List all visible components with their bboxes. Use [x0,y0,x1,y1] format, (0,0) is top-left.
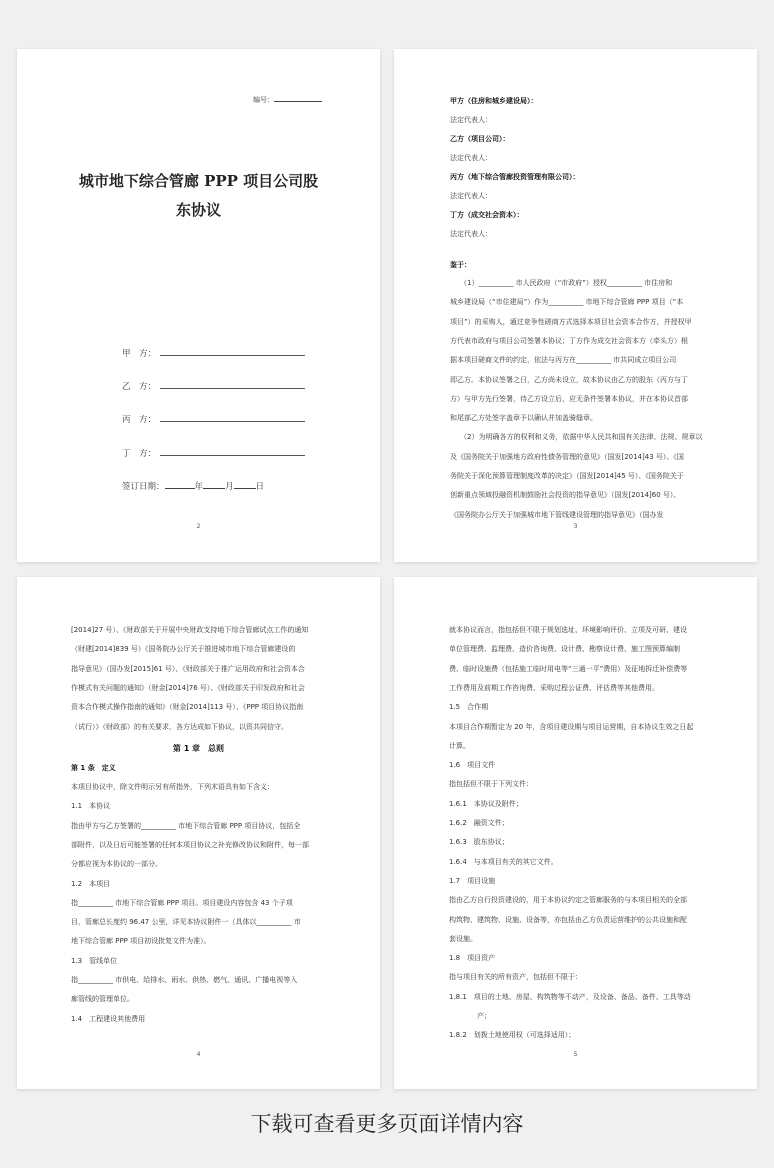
text-line: 指__________ 市供电、给排水、雨水、供热、燃气、通讯、广播电视等入 [71,976,298,984]
chapter-heading: 第 1 章 总则 [172,744,225,753]
document-page-5 [394,577,757,1089]
article-heading: 第 1 条 定义 [71,764,116,772]
text-line: 1.8.2 划拨土地使用权（可选择适用）； [449,1031,576,1040]
page-number: 3 [573,523,578,530]
day-label: 日 [255,482,265,492]
text-line: 廊管线的管理单位。 [71,995,134,1004]
signature-party-d [122,447,305,459]
party-d-label: 丁 方： [122,449,157,459]
whereas-heading: 鉴于： [450,261,471,269]
text-line: 1.1 本协议 [71,802,111,811]
party-c-label: 丙 方： [122,415,157,425]
text-line: 1.4 工程建设其他费用 [71,1014,146,1023]
text-line: 及《国务院关于加强地方政府性债务管理的意见》（国发[2014]43 号）、《国 [450,452,684,461]
text-line: [2014]27 号）、《财政部关于开展中央财政支持地下综合管廊试点工作的通知 [71,626,309,634]
text-line: 1.8.1 项目的土地、房屋、构筑物等不动产，及设备、备品、备件、工具等动 [449,992,691,1001]
text-line: 方代表市政府与项目公司签署本协议；丁方作为成交社会资本方（牵头方）根 [450,336,688,345]
text-line: 指由乙方自行投资建设的，用于本协议约定之管廊服务的与本项目相关的全部 [449,896,687,905]
party-a-label: 甲 方： [122,349,157,359]
text-line: 1.6 项目文件 [449,761,496,770]
text-line: 本项目合作期暂定为 20 年，含项目建设期与项目运营期，自本协议生效之日起 [449,722,694,731]
text-line: （试行）》（财政部）的有关要求，各方达成如下协议，以资共同信守。 [71,722,288,731]
text-line: 构筑物、建筑物、设施、设备等，亦包括由乙方负责运营维护的公共设施和配 [449,915,687,924]
text-line: 1.6.2 融资文件； [449,819,509,827]
text-line: 计算。 [449,741,470,750]
text-line: 目，管廊总长度约 96.47 公里，详见本协议附件一（具体以__________ 市 [71,918,301,927]
legal-rep-d: 法定代表人： [450,230,492,238]
party-d-heading: 丁方（成交社会资本）： [450,211,524,219]
month-label: 月 [225,482,234,492]
contract-number-field [253,94,322,105]
text-line: （财建[2014]839 号）《国务院办公厅关于推进城市地下综合管廊建设的 [71,645,296,654]
text-line: 1.2 本项目 [71,879,111,888]
text-line: 务院关于深化预算管理制度改革的决定》（国发[2014]45 号）、《国务院关于 [450,472,684,480]
signature-party-a [122,347,305,359]
text-line: 工作费用及前期工作咨询费、采购过程公证费、评估费等其他费用。 [449,683,659,692]
text-line: （1）__________ 市人民政府（“市政府”）授权__________ 市住房和 [460,279,673,287]
party-d-blank [160,447,305,456]
year-label: 年 [194,482,204,492]
document-page-3 [394,49,757,562]
text-line: 创新重点领域投融资机制鼓励社会投资的指导意见》（国发[2014]60 号）、 [450,491,681,500]
text-line: 1.6.3 股东协议； [449,838,509,847]
text-line: 即乙方。本协议签署之日，乙方尚未设立，故本协议由乙方的股东（丙方与丁 [450,375,688,384]
text-line: 和尾部乙方处签字盖章予以确认并加盖骑缝章。 [450,414,597,423]
text-line: 单位管理费、监理费、造价咨询费、设计费、勘察设计费、施工图预算编制 [449,645,680,654]
text-line: 套设施。 [449,934,477,943]
document-page-2 [17,49,380,562]
text-line: 分都应视为本协议的一部分。 [71,860,162,869]
sign-date-label: 签订日期： [122,482,165,492]
text-line: 方）与甲方先行签署，待乙方设立后，应无条件签署本协议，并在本协议首部 [450,394,688,403]
document-title-line2: 东协议 [175,201,221,219]
signature-party-c [122,413,305,425]
text-line: 资本合作模式操作指南的通知》（财金[2014]113 号）、《PPP 项目协议指南 [71,703,304,712]
page-number: 5 [573,1051,578,1058]
text-line: 费、临时设施费（包括施工临时用电等“三通一平”费用）及征地拆迁补偿费等 [449,664,688,673]
party-a-blank [160,347,305,356]
text-line: 部附件，以及日后可能签署的任何本项目协议之补充修改协议和附件，每一部 [71,840,309,849]
text-line: 1.5 合作期 [449,703,489,712]
party-a-heading: 甲方（住房和城乡建设局）： [450,97,538,105]
text-line: 项目”）的采购人，通过竞争性磋商方式选择本项目社会资本合作方，并授权甲 [450,317,692,326]
text-line: 指由甲方与乙方签署的__________ 市地下综合管廊 PPP 项目协议，包括全 [71,821,301,830]
party-b-label: 乙 方： [122,382,157,392]
document-title-line1: 城市地下综合管廊 PPP 项目公司股 [78,172,319,190]
text-line: 1.7 项目设施 [449,876,496,885]
text-line: 1.3 管线单位 [71,956,118,965]
text-line: 指包括但不限于下列文件： [449,780,533,789]
legal-rep-c: 法定代表人： [450,192,492,200]
text-line: 地下综合管廊 PPP 项目初设批复文件为准）。 [71,937,211,946]
text-line: 就本协议而言，指包括但不限于规划选址、环境影响评价、立项及可研、建设 [449,626,687,634]
text-line: 指导意见》（国办发[2015]61 号）、《财政部关于推广运用政府和社会资本合 [71,664,305,673]
text-line: 作模式有关问题的通知》（财金[2014]76 号）、《财政部关于印发政府和社会 [71,683,305,692]
text-line: 产； [449,1012,491,1020]
text-line: 城乡建设局（“市住建局”）作为__________ 市地下综合管廊 PPP 项目（“本 [450,298,684,307]
contract-number-blank [274,94,322,102]
text-line: 1.8 项目资产 [449,954,496,963]
party-c-heading: 丙方（地下综合管廊投资管理有限公司）： [450,173,580,181]
text-line: 1.6.4 与本项目有关的其它文件。 [449,857,558,866]
text-line: 《国务院办公厅关于加强城市地下管线建设管理的指导意见》（国办发 [450,510,664,519]
legal-rep-a: 法定代表人： [450,116,492,124]
party-b-heading: 乙方（项目公司）： [450,135,510,143]
text-line: 1.6.1 本协议及附件； [449,799,523,808]
download-more-notice: 下载可查看更多页面详情内容 [250,1112,524,1136]
signature-party-b [122,380,305,392]
legal-rep-b: 法定代表人： [450,154,492,162]
party-b-blank [160,380,305,389]
document-page-4 [17,577,380,1089]
text-line: 指与项目有关的所有资产，包括但不限于： [449,973,582,982]
sign-date [122,480,264,492]
text-line: 指__________ 市地下综合管廊 PPP 项目。项目建设内容包含 43 个子项 [71,898,293,907]
text-line: 据本项目磋商文件的约定，依法与丙方在__________ 市共同成立项目公司 [450,356,677,365]
contract-number-label: 编号： [253,96,274,104]
party-c-blank [160,413,305,422]
text-line: （2）为明确各方的权利和义务，依据中华人民共和国有关法律、法规、规章以 [460,433,703,442]
page-number: 2 [196,523,201,530]
text-line: 本项目协议中，除文件明示另有所指外，下列术语具有如下含义： [71,783,274,791]
page-number: 4 [196,1051,201,1058]
